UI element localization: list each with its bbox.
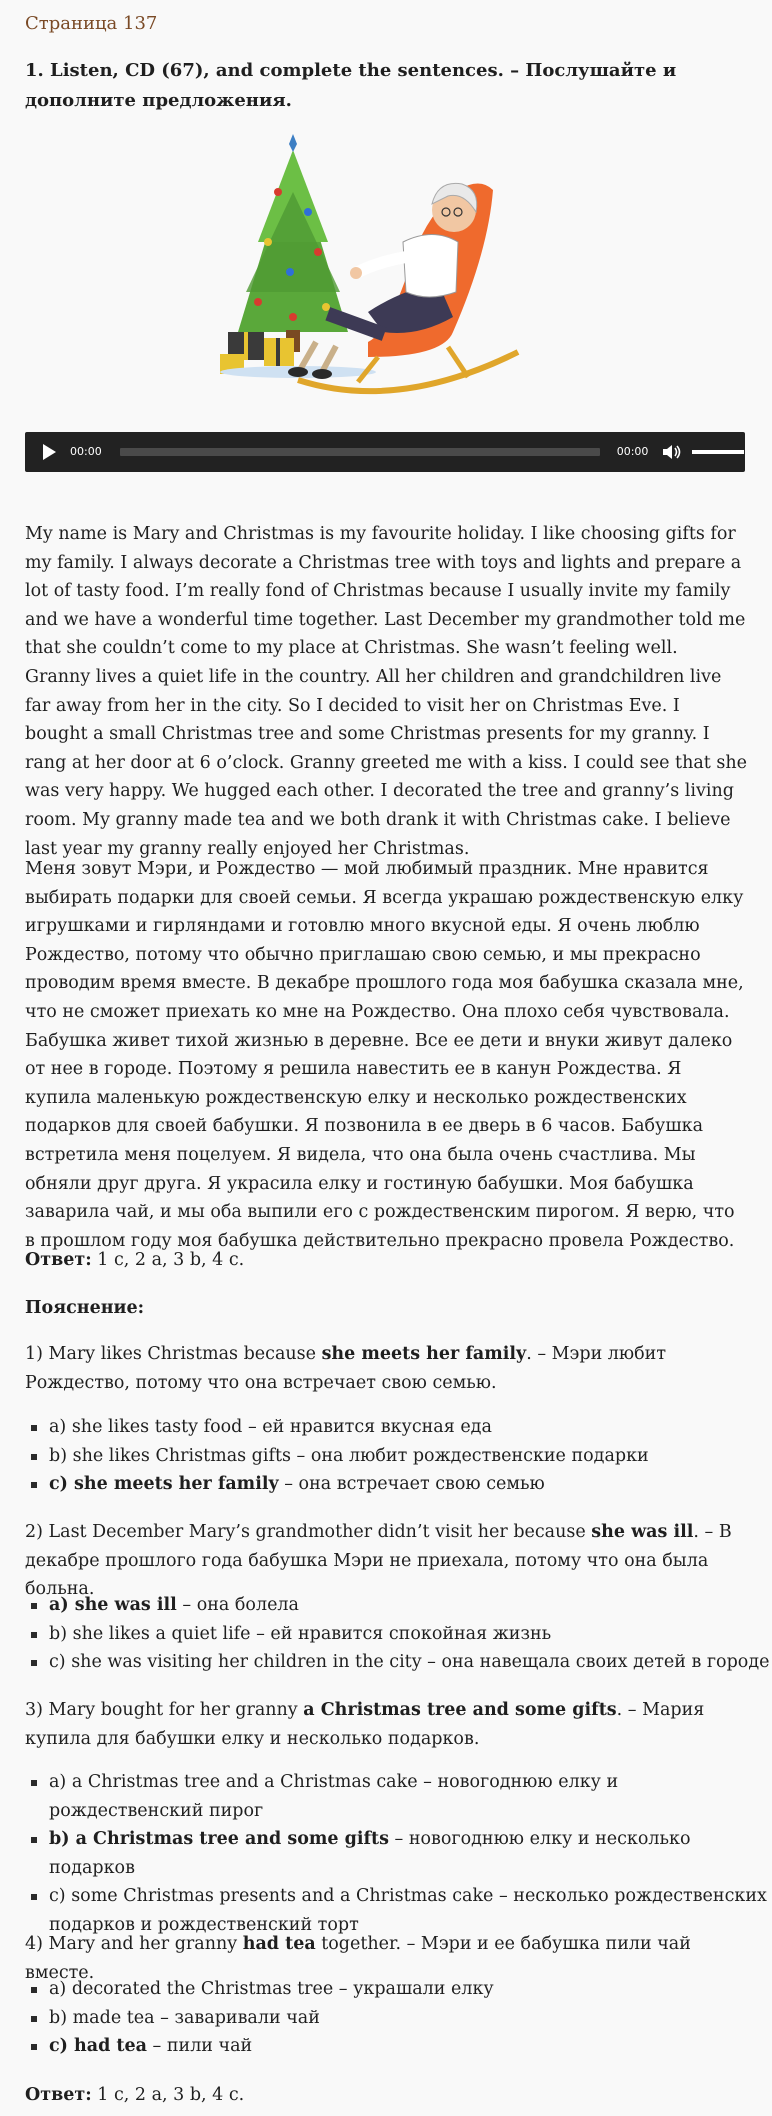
answer-line-bottom <box>25 2081 747 2110</box>
volume-icon[interactable] <box>662 443 682 461</box>
list-item: c) some Christmas presents and a Christmas cake – несколько рождественских подарков и рождественский торт <box>49 1882 771 1939</box>
list-item-correct: b) a Christmas tree and some gifts – новогоднюю елку и несколько подарков <box>49 1825 771 1882</box>
current-time: 00:00 <box>70 445 102 458</box>
list-item: a) decorated the Christmas tree – украшали елку <box>49 1975 771 2004</box>
answer-value: 1 c, 2 a, 3 b, 4 c. <box>91 1250 245 1270</box>
question-3: 3) Mary bought for her granny a Christmas tree and some gifts. – Мария купила для бабушки елку и несколько подарков. <box>25 1700 705 1749</box>
answer-label: Ответ: <box>25 1250 92 1270</box>
volume-slider[interactable] <box>692 450 744 454</box>
list-item: a) she likes tasty food – ей нравится вкусная еда <box>49 1413 771 1442</box>
list-item: c) she was visiting her children in the city – она навещала своих детей в городе <box>49 1648 771 1677</box>
question-2-options <box>25 1591 771 1677</box>
duration-time: 00:00 <box>616 445 649 458</box>
progress-track[interactable] <box>120 448 600 456</box>
question-1-options <box>25 1413 771 1499</box>
question-1: 1) Mary likes Christmas because she meets her family. – Мэри любит Рождество, потому что она встречает свою семью. <box>25 1344 667 1393</box>
explanation-label: Пояснение: <box>25 1298 145 1318</box>
audio-player <box>25 432 745 472</box>
play-icon[interactable] <box>41 443 57 461</box>
list-item: b) she likes Christmas gifts – она любит рождественские подарки <box>49 1442 771 1471</box>
list-item: b) made tea – заваривали чай <box>49 2004 771 2033</box>
question-3-options <box>25 1768 771 1940</box>
list-item: b) she likes a quiet life – ей нравится спокойная жизнь <box>49 1620 771 1649</box>
answer-label: Ответ: <box>25 2085 92 2105</box>
russian-text: Меня зовут Мэри, и Рождество — мой любимый праздник. Мне нравится выбирать подарки для своей семьи. Я всегда украшаю рождественскую елку игрушками и гирляндами и готовлю много вкусной еды. Я очень люблю Рождество, потому что обычно приглашаю свою семью, и мы прекрасно проводим время вместе. В декабре прошлого года моя бабушка сказала мне, что не сможет приехать ко мне на Рождество. Она плохо себя чувствовала. Бабушка живет тихой жизнью в деревне. Все ее дети и внуки живут далеко от нее в городе. Поэтому я решила навестить ее в канун Рождества. Я купила маленькую рождественскую елку и несколько рождественских подарков для своей бабушки. Я позвонила в ее дверь в 6 часов. Бабушка встретила меня поцелуем. Я видела, что она была очень счастлива. Мы обняли друг друга. Я украсила елку и гостиную бабушки. Моя бабушка заварила чай, и мы оба выпили его с рождественским пирогом. Я верю, что в прошлом году моя бабушка действительно прекрасно провела Рождество. <box>25 859 744 1251</box>
list-item-correct: c) she meets her family – она встречает свою семью <box>49 1470 771 1499</box>
page-label: Страница 137 <box>25 13 158 34</box>
question-4-options <box>25 1975 771 2061</box>
task-title: 1. Listen, CD (67), and complete the sentences. – Послушайте и дополните предложения. <box>25 60 677 111</box>
granny-christmas-illustration <box>218 132 548 402</box>
question-2: 2) Last December Mary’s grandmother didn’t visit her because she was ill. – В декабре прошлого года бабушка Мэри не приехала, потому что она была больна. <box>25 1522 732 1600</box>
list-item-correct: c) had tea – пили чай <box>49 2032 771 2061</box>
question-4: 4) Mary and her granny had tea together. – Мэри и ее бабушка пили чай вместе. <box>25 1934 691 1983</box>
list-item-correct: a) she was ill – она болела <box>49 1591 771 1620</box>
list-item: a) a Christmas tree and a Christmas cake – новогоднюю елку и рождественский пирог <box>49 1768 771 1825</box>
english-text: My name is Mary and Christmas is my favourite holiday. I like choosing gifts for my family. I always decorate a Christmas tree with toys and lights and prepare a lot of tasty food. I’m really fond of Christmas because I usually invite my family and we have a wonderful time together. Last December my grandmother told me that she couldn’t come to my place at Christmas. She wasn’t feeling well. Granny lives a quiet life in the country. All her children and grandchildren live far away from her in the city. So I decided to visit her on Christmas Eve. I bought a small Christmas tree and some Christmas presents for my granny. I rang at her door at 6 o’clock. Granny greeted me with a kiss. I could see that she was very happy. We hugged each other. I decorated the tree and granny’s living room. My granny made tea and we both drank it with Christmas cake. I believe last year my granny really enjoyed her Christmas. <box>25 524 747 859</box>
answer-line <box>25 1246 747 1275</box>
answer-value: 1 c, 2 a, 3 b, 4 c. <box>91 2085 245 2105</box>
